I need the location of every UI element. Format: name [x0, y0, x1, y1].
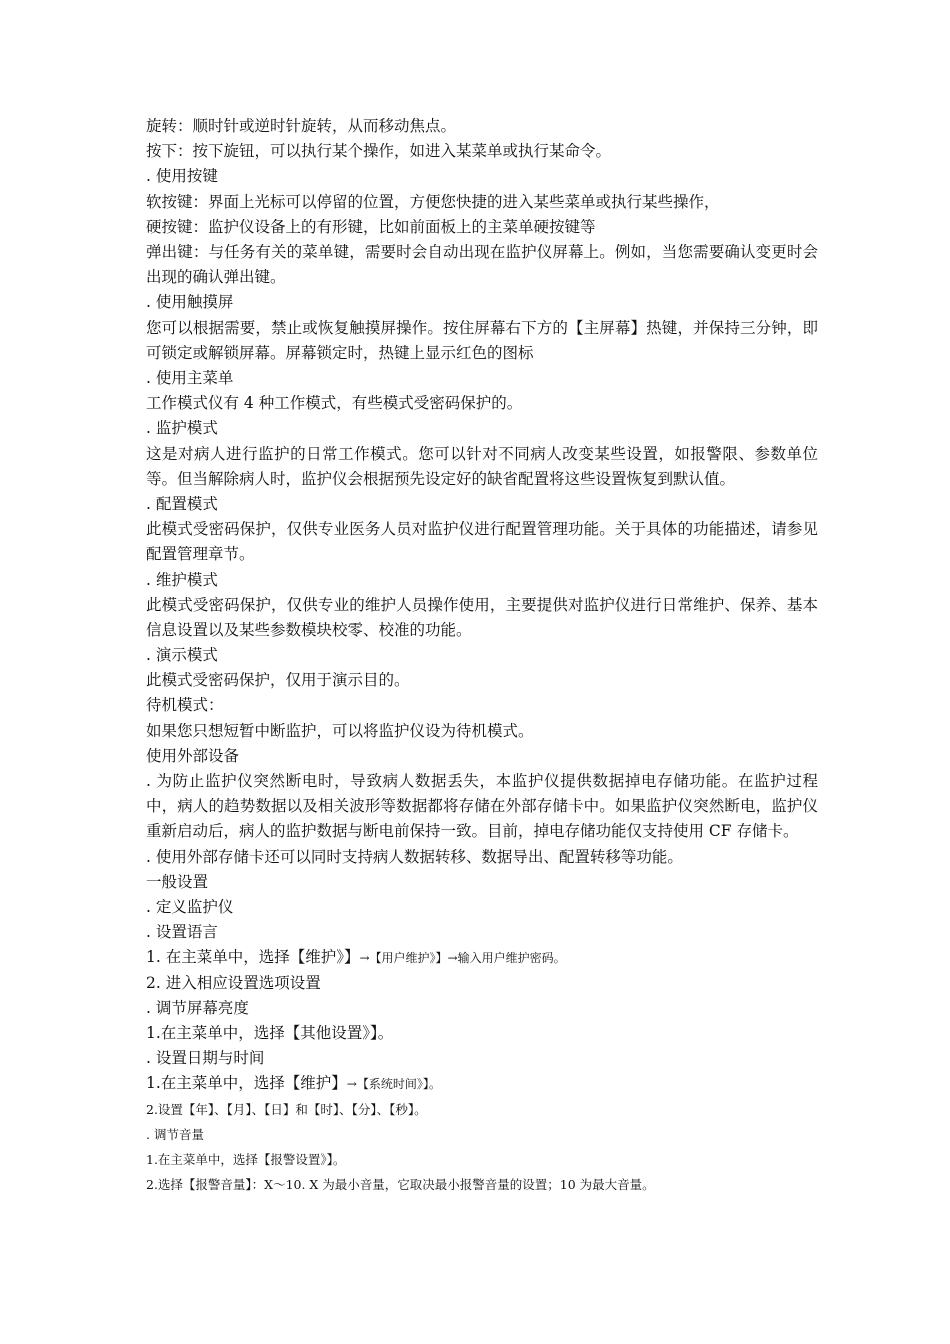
heading-general-settings: 一般设置 — [146, 872, 209, 891]
step-date-time-1 — [146, 1071, 818, 1096]
heading-demo-mode: . 演示模式 — [146, 646, 218, 665]
paragraph-standby-mode: 如果您只想短暂中断监护，可以将监护仪设为待机模式。 — [146, 721, 534, 740]
heading-config-mode: . 配置模式 — [146, 494, 218, 513]
step-brightness-1: 1.在主菜单中，选择【其他设置》】。 — [146, 1023, 394, 1042]
step-language-1 — [146, 945, 818, 970]
heading-touchscreen: . 使用触摸屏 — [146, 293, 234, 312]
paragraph-external-card: . 使用外部存储卡还可以同时支持病人数据转移、数据导出、配置转移等功能。 — [146, 847, 683, 866]
paragraph-soft-keys: 软按键：界面上光标可以停留的位置，方便您快捷的进入某些菜单或执行某些操作， — [146, 192, 720, 211]
paragraph-rotate: 旋转：顺时针或逆时针旋转，从而移动焦点。 — [146, 117, 457, 135]
paragraph-demo-mode: 此模式受密码保护，仅用于演示目的。 — [146, 671, 410, 690]
heading-external-devices: 使用外部设备 — [146, 746, 240, 765]
step-date-time-2: 2.设置【年】、【月】、【日】和【时】、【分】、【秒】。 — [146, 1101, 427, 1117]
heading-volume: . 调节音量 — [146, 1126, 204, 1142]
step-language-1-path: →【用户维护》】→输入用户维护密码。 — [359, 951, 566, 966]
paragraph-touchscreen: 您可以根据需要，禁止或恢复触摸屏操作。按住屏幕右下方的【主屏幕】热键，并保持三分钟，即可锁定或解锁屏幕。屏幕锁定时，热键上显示红色的图标 — [146, 318, 818, 362]
heading-set-language: . 设置语言 — [146, 923, 218, 942]
heading-use-keys: . 使用按键 — [146, 167, 218, 186]
paragraph-press: 按下：按下旋钮，可以执行某个操作，如进入某菜单或执行某命令。 — [146, 142, 612, 161]
step-volume-2: 2.选择【报警音量】：X～10. X 为最小音量，它取决最小报警音量的设置；10 为最大音量。 — [146, 1177, 655, 1193]
paragraph-hard-keys: 硬按键：监护仪设备上的有形键，比如前面板上的主菜单硬按键等 — [146, 217, 596, 236]
paragraph-config-mode: 此模式受密码保护，仅供专业医务人员对监护仪进行配置管理功能。关于具体的功能描述，请参见配置管理章节。 — [146, 520, 818, 564]
document-body — [146, 114, 818, 1197]
step-language-2: 2. 进入相应设置选项设置 — [146, 973, 321, 992]
step-date-time-1-main: 1.在主菜单中，选择【维护】 — [146, 1074, 347, 1093]
step-volume-1: 1.在主菜单中，选择【报警设置》】。 — [146, 1151, 346, 1167]
heading-brightness: . 调节屏幕亮度 — [146, 998, 249, 1017]
heading-define-monitor: . 定义监护仪 — [146, 898, 234, 917]
heading-maintenance-mode: . 维护模式 — [146, 570, 218, 589]
step-date-time-1-path: →【系统时间》】。 — [346, 1077, 441, 1092]
paragraph-popup-keys: 弹出键：与任务有关的菜单键，需要时会自动出现在监护仪屏幕上。例如，当您需要确认变更时会出现的确认弹出键。 — [146, 242, 818, 287]
heading-monitor-mode: . 监护模式 — [146, 419, 218, 438]
paragraph-power-loss-storage: . 为防止监护仪突然断电时，导致病人数据丢失，本监护仪提供数据掉电存储功能。在监护过程中，病人的趋势数据以及相关波形等数据都将存储在外部存储卡中。如果监护仪突然断电，监护仪重新启动后，病人的监护数据与断电前保持一致。目前，掉电存储功能仅支持使用 CF 存储卡。 — [146, 772, 818, 841]
paragraph-monitor-mode: 这是对病人进行监护的日常工作模式。您可以针对不同病人改变某些设置，如报警限、参数单位等。但当解除病人时，监护仪会根据预先设定好的缺省配置将这些设置恢复到默认值。 — [146, 444, 818, 488]
heading-date-time: . 设置日期与时间 — [146, 1049, 265, 1068]
step-language-1-main: 1. 在主菜单中，选择【维护》】 — [146, 948, 360, 967]
heading-main-menu: . 使用主菜单 — [146, 368, 234, 387]
paragraph-maintenance-mode: 此模式受密码保护，仅供专业的维护人员操作使用，主要提供对监护仪进行日常维护、保养、基本信息设置以及某些参数模块校零、校准的功能。 — [146, 595, 818, 639]
paragraph-work-modes: 工作模式仪有 4 种工作模式，有些模式受密码保护的。 — [146, 394, 523, 413]
heading-standby-mode: 待机模式： — [146, 696, 224, 715]
